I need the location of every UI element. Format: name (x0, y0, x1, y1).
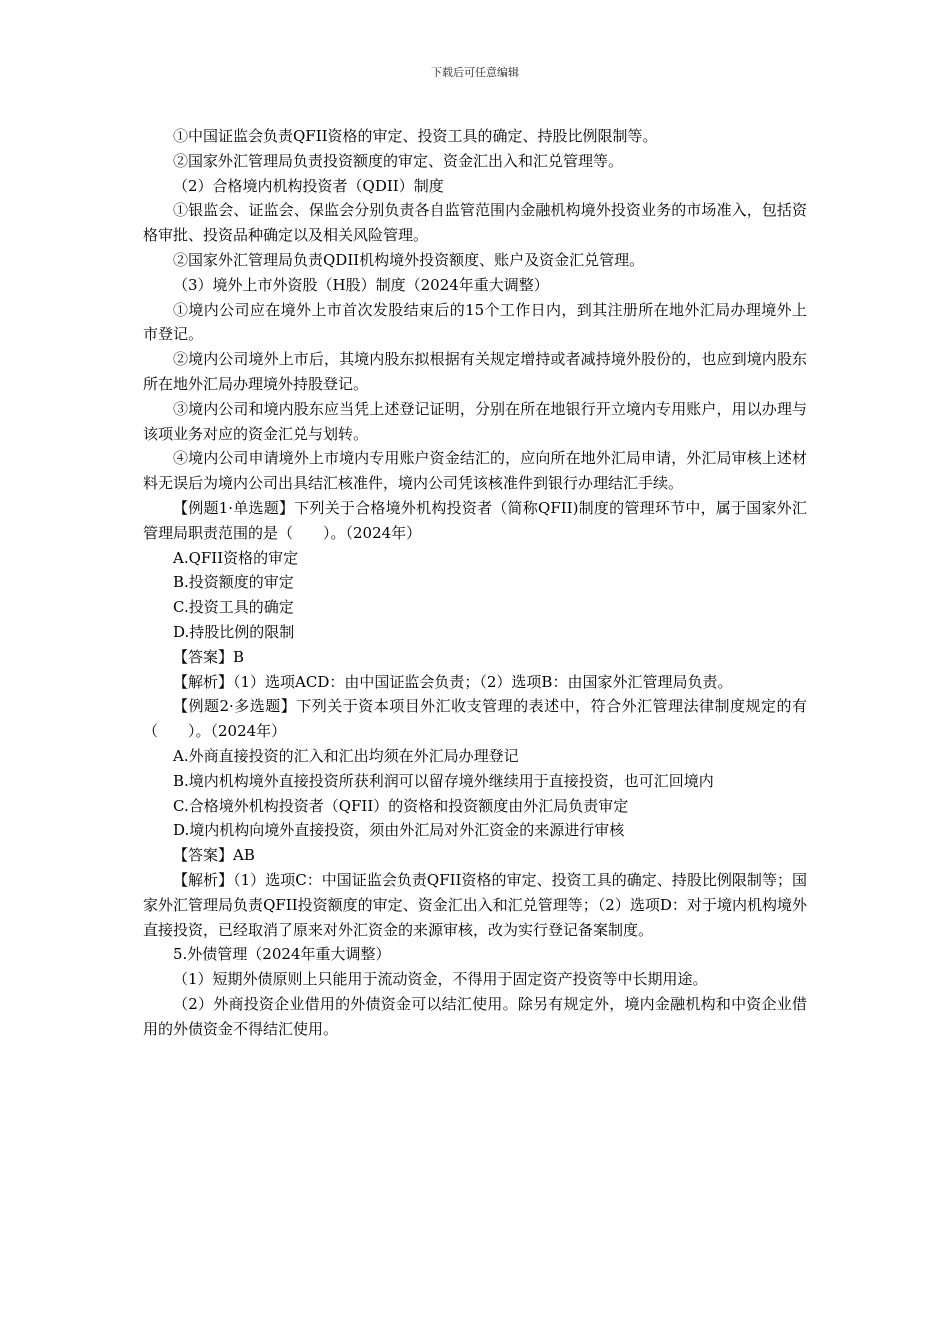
paragraph: ④境内公司申请境外上市境内专用账户资金结汇的，应向所在地外汇局申请，外汇局审核上述材料无误后为境内公司出具结汇核准件，境内公司凭该核准件到银行办理结汇手续。 (143, 449, 807, 493)
section-heading: （2）合格境内机构投资者（QDII）制度 (173, 176, 444, 195)
answer-option: B.投资额度的审定 (173, 573, 294, 592)
answer: 【答案】B (173, 647, 245, 666)
paragraph: ③境内公司和境内股东应当凭上述登记证明，分别在所在地银行开立境内专用账户，用以办理与该项业务对应的资金汇兑与划转。 (143, 399, 807, 443)
example-question: 【例题1·单选题】下列关于合格境外机构投资者（简称QFII)制度的管理环节中，属于国家外汇管理局职责范围的是（ ）。（2024年） (143, 498, 807, 542)
answer-option: A.外商直接投资的汇入和汇出均须在外汇局办理登记 (173, 746, 519, 765)
answer-option: D.境内机构向境外直接投资，须由外汇局对外汇资金的来源进行审核 (173, 821, 625, 840)
paragraph: ②国家外汇管理局负责投资额度的审定、资金汇出入和汇兑管理等。 (173, 151, 624, 170)
explanation: 【解析】（1）选项ACD：由中国证监会负责；（2）选项B：由国家外汇管理局负责。 (173, 672, 733, 691)
paragraph: （2）外商投资企业借用的外债资金可以结汇使用。除另有规定外，境内金融机构和中资企业借用的外债资金不得结汇使用。 (143, 994, 807, 1038)
answer-option: C.投资工具的确定 (173, 598, 294, 617)
answer: 【答案】AB (173, 846, 255, 865)
section-heading: 5.外债管理（2024年重大调整） (173, 945, 391, 964)
page-header: 下载后可任意编辑 (431, 66, 519, 79)
paragraph: ②国家外汇管理局负责QDII机构境外投资额度、账户及资金汇兑管理。 (173, 250, 645, 269)
answer-option: A.QFII资格的审定 (173, 548, 299, 567)
answer-option: D.持股比例的限制 (173, 622, 295, 641)
paragraph: ②境内公司境外上市后，其境内股东拟根据有关规定增持或者减持境外股份的，也应到境内股东所在地外汇局办理境外持股登记。 (143, 350, 807, 393)
answer-option: C.合格境外机构投资者（QFII）的资格和投资额度由外汇局负责审定 (173, 796, 629, 815)
paragraph: ①银监会、证监会、保监会分别负责各自监管范围内金融机构境外投资业务的市场准入，包括资格审批、投资品种确定以及相关风险管理。 (143, 201, 807, 245)
document-body (143, 124, 807, 1041)
paragraph: ①中国证监会负责QFII资格的审定、投资工具的确定、持股比例限制等。 (173, 127, 658, 145)
paragraph: ①境内公司应在境外上市首次发股结束后的15个工作日内，到其注册所在地外汇局办理境外上市登记。 (143, 300, 807, 344)
section-heading: （3）境外上市外资股（H股）制度（2024年重大调整） (173, 275, 549, 294)
answer-option: B.境内机构境外直接投资所获利润可以留存境外继续用于直接投资，也可汇回境内 (173, 771, 714, 790)
explanation: 【解析】（1）选项C：中国证监会负责QFII资格的审定、投资工具的确定、持股比例限制等；国家外汇管理局负责QFII投资额度的审定、资金汇出入和汇兑管理等；（2）选项D：对于境内机构境外直接投资，已经取消了原来对外汇资金的来源审核，改为实行登记备案制度。 (143, 870, 807, 939)
paragraph: （1）短期外债原则上只能用于流动资金，不得用于固定资产投资等中长期用途。 (173, 970, 708, 989)
example-question: 【例题2·多选题】下列关于资本项目外汇收支管理的表述中，符合外汇管理法律制度规定的有（ ）。（2024年） (143, 697, 807, 741)
